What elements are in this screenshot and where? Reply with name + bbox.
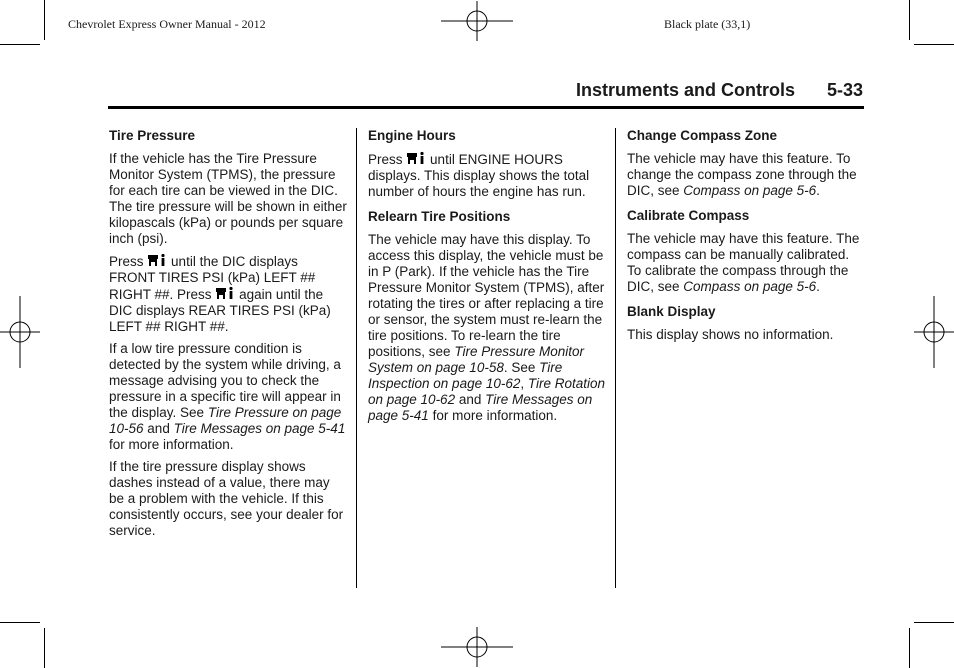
crop-mark bbox=[0, 622, 40, 623]
vehicle-info-icon bbox=[406, 151, 426, 165]
crop-mark bbox=[914, 622, 954, 623]
heading-blank-display: Blank Display bbox=[627, 304, 716, 319]
cross-reference-link[interactable]: Tire Messages on page 5-41 bbox=[173, 421, 346, 436]
paragraph: The vehicle may have this display. To access this display, the vehicle must be in P (Park). If the vehicle has the Tire Pressure Monitor System (TPMS), after rotating the tires or after replacing a tire or sensor, the system must re-learn the tire positions. To re-learn the tire positions, see Tire Pressure Monitor System on page 10-58. See Tire Inspection on page 10-62, Tire Rotation on page 10-62 and Tire Messages on page 5-41 for more information. bbox=[368, 232, 606, 423]
cross-reference-link[interactable]: Tire Pressure Monitor System on page 10-58 bbox=[368, 344, 584, 375]
paragraph: The vehicle may have this feature. To change the compass zone through the DIC, see Compass on page 5-6. bbox=[627, 151, 857, 198]
paragraph: If the tire pressure display shows dashes instead of a value, there may be a problem with the vehicle. If this consistently occurs, see your dealer for service. bbox=[109, 459, 344, 538]
registration-mark bbox=[441, 1, 513, 41]
cross-reference-link[interactable]: Tire Inspection on page 10-62 bbox=[368, 360, 563, 391]
vehicle-info-icon bbox=[215, 286, 235, 300]
paragraph: If a low tire pressure condition is detected by the system while driving, a message advising you to check the pressure in a specific tire will appear in the display. See Tire Pressure on page 10-56 and Tire Messages on page 5-41 for more information. bbox=[109, 341, 346, 452]
crop-mark bbox=[44, 628, 45, 668]
column-divider bbox=[615, 128, 616, 588]
cross-reference-link[interactable]: Tire Messages on page 5-41 bbox=[368, 392, 593, 423]
registration-mark bbox=[441, 627, 513, 667]
paragraph: Press until the DIC displays FRONT TIRES PSI (kPa) LEFT ## RIGHT ##. Press again until the DIC displays REAR TIRES PSI (kPa) LEFT ## RIGHT ##. bbox=[109, 254, 331, 334]
registration-mark bbox=[0, 296, 40, 368]
crop-mark bbox=[0, 44, 40, 45]
cross-reference-link[interactable]: Tire Pressure on page 10-56 bbox=[109, 405, 342, 436]
registration-mark bbox=[914, 296, 954, 368]
crop-mark bbox=[909, 0, 910, 40]
vehicle-info-icon bbox=[147, 253, 167, 267]
paragraph: Press until ENGINE HOURS displays. This display shows the total number of hours the engine has run. bbox=[368, 152, 590, 199]
heading-change-compass-zone: Change Compass Zone bbox=[627, 128, 778, 143]
column-1 bbox=[109, 128, 347, 545]
heading-calibrate-compass: Calibrate Compass bbox=[627, 208, 750, 223]
paragraph: The vehicle may have this feature. The compass can be manually calibrated. To calibrate the compass through the DIC, see Compass on page 5-6. bbox=[627, 231, 860, 294]
heading-engine-hours: Engine Hours bbox=[368, 128, 456, 143]
paragraph: This display shows no information. bbox=[627, 327, 834, 342]
column-divider bbox=[356, 128, 357, 588]
column-2 bbox=[368, 128, 608, 430]
cross-reference-link[interactable]: Tire Rotation on page 10-62 bbox=[368, 376, 606, 407]
manual-title: Chevrolet Express Owner Manual - 2012 bbox=[68, 17, 266, 31]
cross-reference-link[interactable]: Compass on page 5-6 bbox=[683, 279, 817, 294]
heading-tire-pressure: Tire Pressure bbox=[109, 128, 196, 143]
crop-mark bbox=[914, 44, 954, 45]
plate-label: Black plate (33,1) bbox=[664, 17, 751, 31]
column-3 bbox=[627, 128, 863, 349]
paragraph: If the vehicle has the Tire Pressure Monitor System (TPMS), the pressure for each tire can be viewed in the DIC. The tire pressure will be shown in either kilopascals (kPa) or pounds per square inch (psi). bbox=[109, 151, 347, 246]
running-header bbox=[108, 80, 864, 109]
crop-mark bbox=[909, 628, 910, 668]
crop-mark bbox=[44, 0, 45, 40]
heading-relearn-tire-positions: Relearn Tire Positions bbox=[368, 209, 511, 224]
section-title: Instruments and Controls bbox=[575, 80, 795, 100]
page-number: 5-33 bbox=[826, 80, 863, 100]
cross-reference-link[interactable]: Compass on page 5-6 bbox=[683, 183, 817, 198]
